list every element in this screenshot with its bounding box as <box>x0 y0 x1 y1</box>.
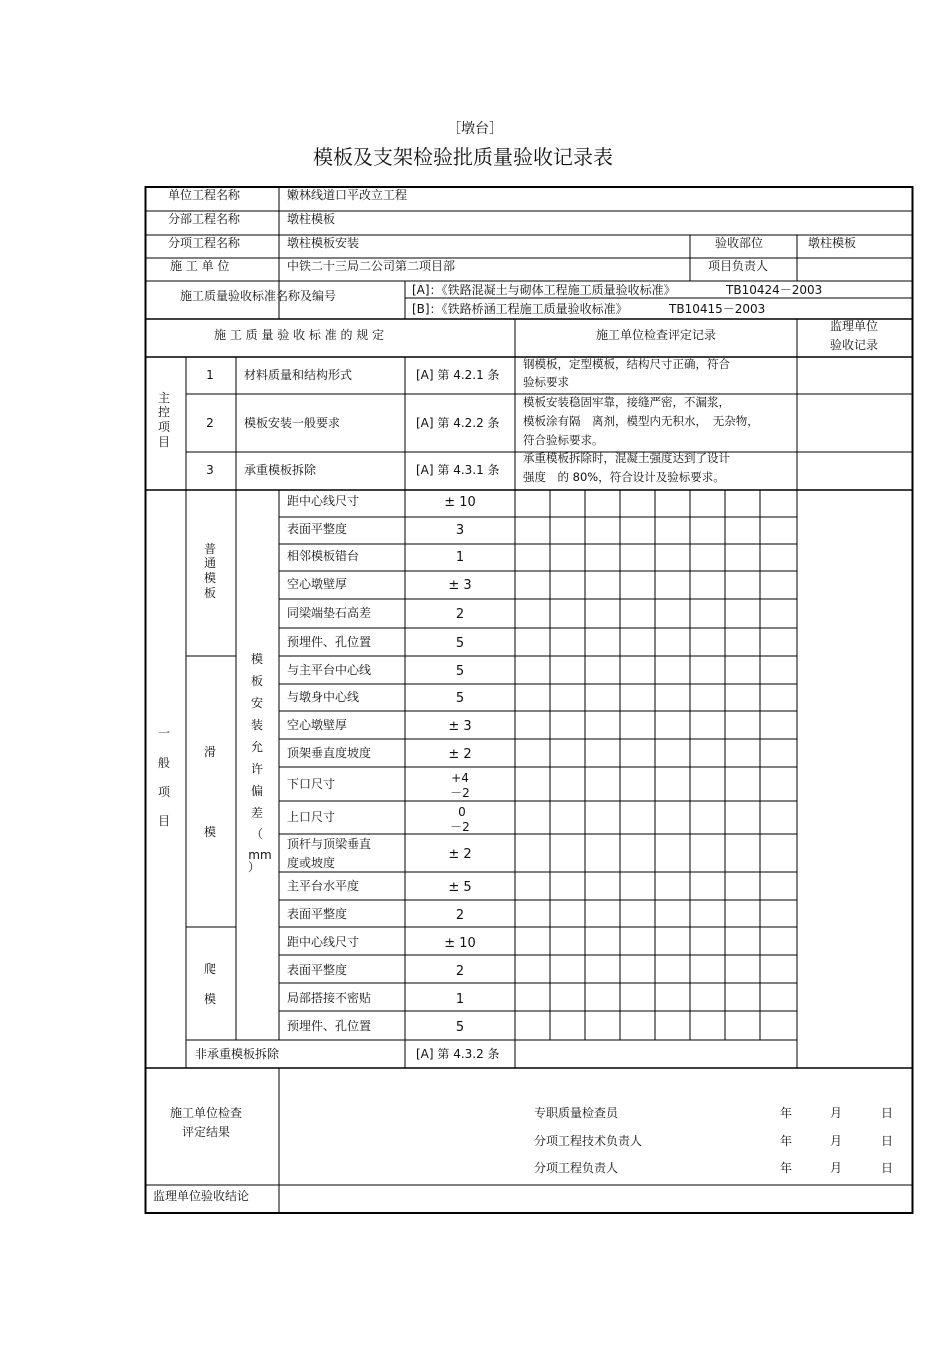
division-value: 墩柱模板 <box>287 212 336 226</box>
item-tolerance: 3 <box>455 523 465 538</box>
standard-label: 施工质量验收标准名称及编号 <box>180 289 337 303</box>
standard-b-code: TB10415－2003 <box>669 302 766 316</box>
item-tolerance: 1 <box>455 992 465 1007</box>
item-tolerance: ± 2 <box>448 747 472 762</box>
svg-text:项: 项 <box>157 420 171 434</box>
main-item-no: 2 <box>206 416 214 430</box>
main-item-record: 模板安装稳固牢靠，接缝严密，不漏浆， <box>523 395 730 409</box>
item-tolerance: ± 3 <box>448 578 472 593</box>
sliding-formwork-label <box>204 745 216 839</box>
item-tolerance-lower: －2 <box>450 820 470 834</box>
item-name: 相邻模板错台 <box>287 549 360 563</box>
item-name: 局部搭接不密贴 <box>287 991 372 1005</box>
main-items-group-label <box>158 391 171 449</box>
svg-text:般: 般 <box>157 756 171 770</box>
item-tolerance-upper: 0 <box>458 805 466 819</box>
item-tolerance: 5 <box>455 1020 465 1035</box>
form-subtitle: ［墩台］ <box>447 121 503 137</box>
contractor-record-header: 施工单位检查评定记录 <box>595 328 717 342</box>
main-item-name: 模板安装一般要求 <box>244 416 341 430</box>
item-name: 同梁端垫石高差 <box>287 606 372 620</box>
item-name: 与墩身中心线 <box>287 690 360 704</box>
svg-text:主: 主 <box>157 391 171 405</box>
division-label: 分部工程名称 <box>168 212 241 226</box>
inspect-part-value: 墩柱模板 <box>808 236 857 250</box>
svg-text:项: 项 <box>157 785 171 799</box>
item-name: 表面平整度 <box>287 522 348 536</box>
item-name: 度或坡度 <box>287 856 336 870</box>
item-tolerance: 5 <box>455 664 465 679</box>
item-tolerance: 5 <box>455 636 465 651</box>
item-tolerance: 1 <box>455 550 465 565</box>
item-name: 空心墩壁厚 <box>287 718 348 732</box>
main-item-no: 1 <box>206 368 214 382</box>
svg-text:通: 通 <box>203 556 217 570</box>
item-name: 空心墩壁厚 <box>287 577 348 591</box>
svg-text:板: 板 <box>203 586 217 600</box>
item-tolerance: ± 2 <box>448 847 472 862</box>
contractor-result-label: 评定结果 <box>181 1125 231 1139</box>
signer-day: 日 <box>881 1134 894 1148</box>
signer-day: 日 <box>881 1161 894 1175</box>
svg-text:（: （ <box>250 827 264 841</box>
signer-role: 分项工程负责人 <box>534 1161 619 1175</box>
contractor-value: 中铁二十三局二公司第二项目部 <box>287 259 456 273</box>
svg-text:mm: mm <box>248 848 272 862</box>
supervisor-conclusion-label: 监理单位验收结论 <box>153 1189 250 1203</box>
item-tolerance: 2 <box>455 964 465 979</box>
standard-a-code: TB10424－2003 <box>726 283 823 297</box>
svg-text:偏: 偏 <box>250 784 264 798</box>
item-tolerance: 2 <box>455 908 465 923</box>
main-item-record: 验标要求 <box>523 375 569 389</box>
svg-text:模: 模 <box>203 571 217 585</box>
signer-month: 月 <box>830 1134 843 1148</box>
svg-text:模: 模 <box>203 992 217 1006</box>
signer-month: 月 <box>830 1161 843 1175</box>
svg-text:安: 安 <box>250 696 264 710</box>
standard-a: [A]：《铁路混凝土与砌体工程施工质量验收标准》 <box>412 283 676 297</box>
svg-text:普: 普 <box>203 542 217 556</box>
item-name: 顶杆与顶梁垂直 <box>287 837 372 851</box>
contractor-result-label: 施工单位检查 <box>169 1106 243 1120</box>
nonbearing-clause: [A] 第 4.3.2 条 <box>416 1047 500 1061</box>
item-name: 上口尺寸 <box>287 810 336 824</box>
main-item-name: 材料质量和结构形式 <box>244 368 353 382</box>
signer-year: 年 <box>780 1161 793 1175</box>
main-item-clause: [A] 第 4.3.1 条 <box>416 463 500 477</box>
inspect-part-label: 验收部位 <box>715 236 764 250</box>
item-name: 下口尺寸 <box>287 777 336 791</box>
item-tolerance: ± 3 <box>448 719 472 734</box>
subitem-label: 分项工程名称 <box>168 236 241 250</box>
item-name: 预埋件、孔位置 <box>287 635 372 649</box>
svg-text:）: ） <box>247 860 261 874</box>
contractor-label: 施 工 单 位 <box>170 259 230 273</box>
signer-role: 分项工程技术负责人 <box>534 1134 643 1148</box>
nonbearing-name: 非承重模板拆除 <box>195 1047 280 1061</box>
supervisor-header-line1: 监理单位 <box>829 319 879 333</box>
unit-project-value: 嫩林线道口平改立工程 <box>287 188 408 202</box>
main-item-no: 3 <box>206 463 214 477</box>
item-name: 距中心线尺寸 <box>287 494 360 508</box>
svg-text:目: 目 <box>157 814 171 828</box>
signer-day: 日 <box>881 1106 894 1120</box>
svg-text:模: 模 <box>203 825 217 839</box>
item-name: 顶架垂直度坡度 <box>287 746 372 760</box>
item-tolerance: ± 10 <box>444 936 476 951</box>
unit-project-label: 单位工程名称 <box>168 188 241 202</box>
svg-text:装: 装 <box>250 718 264 732</box>
signer-month: 月 <box>830 1106 843 1120</box>
form-title: 模板及支架检验批质量验收记录表 <box>313 145 613 169</box>
svg-text:允: 允 <box>250 740 264 754</box>
svg-text:控: 控 <box>157 405 171 419</box>
svg-text:滑: 滑 <box>203 745 217 759</box>
main-item-record: 承重模板拆除时，混凝土强度达到了设计 <box>523 451 730 465</box>
main-item-record: 模板涂有隔 离剂，模型内无积水， 无杂物， <box>523 414 759 428</box>
subitem-value: 墩柱模板安装 <box>287 236 360 250</box>
main-item-clause: [A] 第 4.2.1 条 <box>416 368 500 382</box>
main-item-record: 符合验标要求。 <box>523 433 604 447</box>
manager-label: 项目负责人 <box>708 259 769 273</box>
item-name: 距中心线尺寸 <box>287 935 360 949</box>
item-tolerance-lower: －2 <box>450 786 470 800</box>
item-name: 预埋件、孔位置 <box>287 1019 372 1033</box>
item-name: 表面平整度 <box>287 963 348 977</box>
signer-year: 年 <box>780 1134 793 1148</box>
svg-text:目: 目 <box>157 435 171 449</box>
supervisor-header-line2: 验收记录 <box>829 338 879 352</box>
spec-header: 施 工 质 量 验 收 标 准 的 规 定 <box>214 328 385 342</box>
item-tolerance: ± 10 <box>444 495 476 510</box>
main-item-record: 强度 的 80%，符合设计及验标要求。 <box>523 470 725 484</box>
signer-role: 专职质量检查员 <box>534 1106 619 1120</box>
signer-year: 年 <box>780 1106 793 1120</box>
general-items-group-label <box>158 726 171 828</box>
main-item-record: 钢模板，定型模板，结构尺寸正确，符合 <box>523 357 730 371</box>
item-tolerance: 2 <box>455 607 465 622</box>
item-name: 主平台水平度 <box>287 879 360 893</box>
item-tolerance-upper: +4 <box>451 771 469 785</box>
standard-b: [B]：《铁路桥涵工程施工质量验收标准》 <box>412 302 628 316</box>
item-name: 表面平整度 <box>287 907 348 921</box>
svg-text:一: 一 <box>157 726 171 740</box>
main-item-clause: [A] 第 4.2.2 条 <box>416 416 500 430</box>
climbing-formwork-label <box>204 962 216 1006</box>
svg-text:板: 板 <box>250 674 264 688</box>
svg-text:模: 模 <box>250 652 264 666</box>
svg-text:差: 差 <box>250 806 264 820</box>
tolerance-label <box>248 651 272 874</box>
svg-text:许: 许 <box>250 762 264 776</box>
main-item-name: 承重模板拆除 <box>244 463 317 477</box>
item-name: 与主平台中心线 <box>287 663 372 677</box>
ordinary-formwork-label <box>204 542 216 600</box>
item-tolerance: ± 5 <box>448 880 472 895</box>
svg-text:爬: 爬 <box>203 962 217 976</box>
item-tolerance: 5 <box>455 691 465 706</box>
